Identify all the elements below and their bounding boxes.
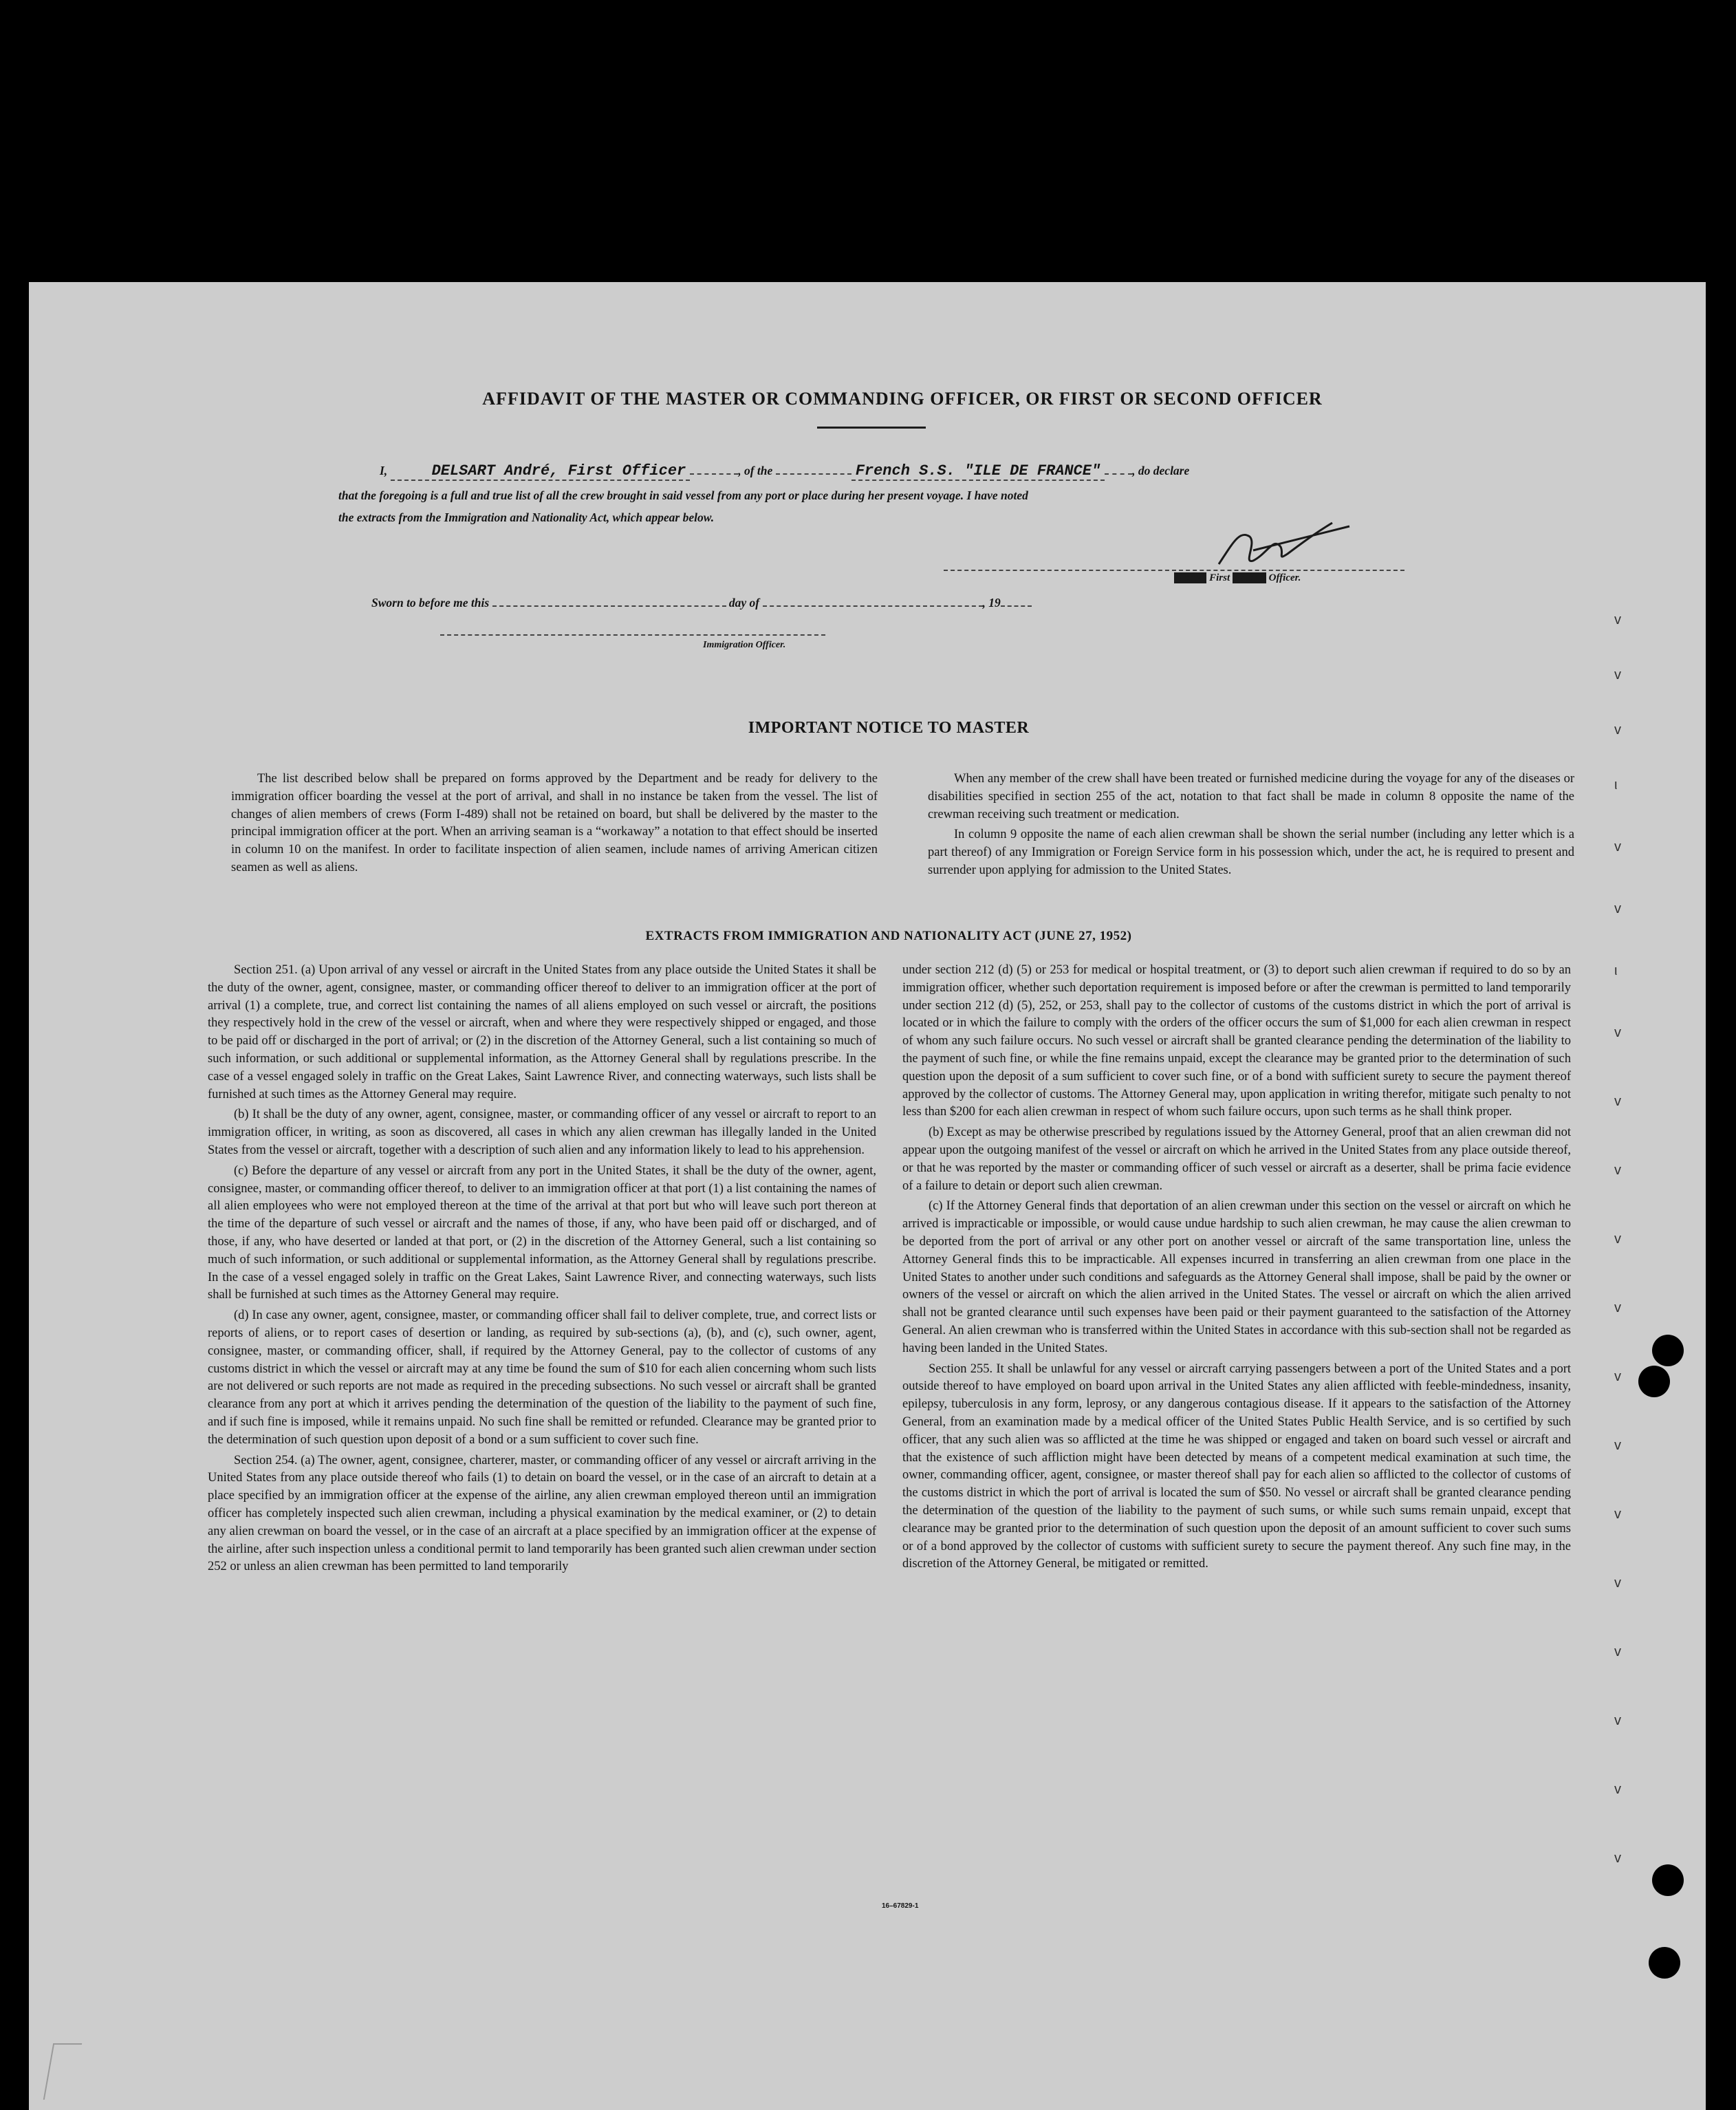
page-corner-fold xyxy=(43,2043,82,2100)
first-label: First xyxy=(1209,572,1230,583)
section-251-a: Section 251. (a) Upon arrival of any vessel or aircraft in the United States from any place outside the United States it shall be the duty of the owner, agent, consignee, master, or commanding officer thereof to deliver to an immigration officer at the port of arrival (1) a complete, true, and correct list containing the names of all aliens employed on such vessel or aircraft, the positions they respectively hold in the crew of the vessel or aircraft, when and where they were respectively shipped or engaged, and those to be paid off or discharged in the port of arrival; or (2) in the discretion of the Attorney General, such a list containing so much of such information, or such additional or supplemental information, as the Attorney General shall by regulations prescribe. In the case of a vessel engaged solely in traffic on the Great Lakes, Saint Lawrence River, and connecting waterways, such lists shall be furnished at such times as the Attorney General may require. xyxy=(208,963,876,1101)
title-divider xyxy=(817,427,926,429)
section-255: Section 255. It shall be unlawful for any vessel or aircraft carrying passengers between a port of the United States and a port outside thereof to have employed on board upon arrival in the United States any alien afflicted with feeble-mindedness, insanity, epilepsy, tuberculosis in any form, leprosy, or any dangerous contagious disease. If it appears to the satisfaction of the Attorney General, from an examination made by a medical officer of the United States Public Health Service, and is so certified by such officer, that any such alien was so afflicted at the time he was shipped or engaged and taken on board such vessel or aircraft and that the existence of such affliction might have been detected by means of a competent medical examination at such time, the owner, commanding officer, agent, consignee, or master thereof shall pay for each alien so afflicted to the collector of customs of the customs district in which the port of arrival is located the sum of $50. No vessel or aircraft shall be granted clearance pending the determination of the question of the liability to the payment of such sums, or while such sums remain unpaid, except that clearance may be granted prior to the determination of such question upon the deposit of an amount sufficient to cover such sums or of a bond approved by the collector of customs with sufficient surety to secure the payment thereof. Any such fine may, in the discretion of the Attorney General, be mitigated or remitted. xyxy=(902,1361,1571,1571)
section-251-d: (d) In case any owner, agent, consignee, master, or commanding officer shall fail to deliver complete, true, and correct lists or reports of aliens, or to report cases of desertion or landing, as required by sub-sections (a), (b), and (c), such owner, agent, consignee, master, or commanding officer, shall, if required by the Attorney General, pay to the collector of customs of any customs district in which the vessel or aircraft may at any time be found the sum of $10 for each alien concerning whom such lists are not delivered or such reports are not made as required in the preceding subsections. No such vessel or aircraft shall be granted clearance from any port at which it arrives pending the determination of the question of the liability to the payment of such fine, and if such fine is imposed, while it remains unpaid. No such fine shall be remitted or refunded. Clearance may be granted prior to the determination of such question upon deposit of a bond or a sum sufficient to cover such fine. xyxy=(208,1309,876,1447)
punch-hole xyxy=(1652,1335,1684,1366)
officer-title-line xyxy=(1174,572,1301,584)
document-page xyxy=(29,282,1706,2110)
extracts-right-column xyxy=(902,962,1571,1576)
declaration-text-a: that the foregoing is a full and true list of all the crew brought in said vessel from any port or place during her present voyage. xyxy=(338,488,964,502)
section-251-b: (b) It shall be the duty of any owner, agent, consignee, master, or commanding officer of any vessel or aircraft to report to an immigration officer, in writing, as soon as discovered, all cases in which any alien crewman has illegally landed in the United States from the vessel or aircraft, together with a description of such alien and any information likely to lead to his apprehension. xyxy=(208,1108,876,1157)
officer-name-field: DELSART André, First Officer xyxy=(391,462,691,481)
declaration-line-1 xyxy=(380,461,1189,480)
notice-paragraph: When any member of the crew shall have been treated or furnished medicine during the voyage for any of the diseases or disabilities specified in section 255 of the act, notation to that fact shall be made in column 8 opposite the name of the crewman receiving such treatment or medication. xyxy=(928,772,1574,821)
immigration-officer-line xyxy=(440,634,825,636)
struck-master: Master xyxy=(1175,572,1206,583)
struck-second: Second xyxy=(1233,572,1265,583)
of-the-label: , of the xyxy=(738,464,773,477)
vessel-name-field: French S.S. "ILE DE FRANCE" xyxy=(851,462,1105,481)
section-254-a-cont: under section 212 (d) (5) or 253 for medical or hospital treatment, or (3) to deport such alien crewman if required to do so by an immigration officer, whether such deportation requirement is imposed before or after the crewman is permitted to land temporarily under section 212 (d) (5), 252, or 253, shall pay to the collector of customs of the customs district in which the port of arrival is located or in which the failure to comply with the orders of the officer occurs the sum of $1,000 for each alien crewman in respect of whom any such failure occurs. No such vessel or aircraft shall be granted clearance pending the determination of the liability to the payment of such fine, or while the fine remains unpaid, except the clearance may be granted prior to the determination of such question upon the deposit of a sum sufficient to cover such fine, or of a bond with sufficient surety to secure the payment thereof approved by the collector of customs. The Attorney General may, upon application in writing therefor, mitigate such penalty to not less than $200 for each alien crewman in respect of whom such failure occurs, upon such terms as he shall think proper. xyxy=(902,963,1571,1119)
notice-paragraph: The list described below shall be prepared on forms approved by the Department and be ready for delivery to the immigration officer boarding the vessel at the port of arrival, and shall in no instance be taken from the vessel. The list of changes of alien members of crews (Form I-489) shall not be retained on board, but shall be delivered by the master to the principal immigration officer at the port. When an arriving seaman is a “workaway” a notation to that effect should be inserted in column 10 on the manifest. In order to facilitate inspection of alien seamen, include names of arriving American citizen seamen as well as aliens. xyxy=(231,772,878,874)
section-254-b: (b) Except as may be otherwise prescribed by regulations issued by the Attorney General, proof that an alien crewman did not appear upon the outgoing manifest of the vessel or aircraft on which he arrived in the United States from any place outside thereof, or that he was reported by the master or commanding officer of such vessel or aircraft as a deserter, shall be prima facie evidence of a failure to detain or deport such alien crewman. xyxy=(902,1126,1571,1193)
extracts-title: EXTRACTS FROM IMMIGRATION AND NATIONALITY ACT (JUNE 27, 1952) xyxy=(645,929,1132,943)
signature-line xyxy=(944,570,1404,571)
handwritten-signature xyxy=(1212,516,1363,578)
i-label: I, xyxy=(380,464,388,477)
affidavit-title: AFFIDAVIT OF THE MASTER OR COMMANDING OFFICER, OR FIRST OR SECOND OFFICER xyxy=(482,389,1323,409)
notice-paragraph: In column 9 opposite the name of each alien crewman shall be shown the serial number (including any letter which is a part thereof) of any Immigration or Foreign Service form in his possession which, under the act, he is required to present and surrender upon applying for admission to the United States. xyxy=(928,828,1574,877)
year-label: , 19 xyxy=(982,596,1001,610)
sworn-line xyxy=(371,593,1032,610)
extracts-left-column xyxy=(208,962,876,1579)
day-of-label: day of xyxy=(728,596,760,610)
notice-title: IMPORTANT NOTICE TO MASTER xyxy=(748,719,1030,737)
notice-left-column xyxy=(231,771,878,880)
do-declare-label: , do declare xyxy=(1132,464,1190,477)
margin-check-marks: v v v ι v v ι v v v v v v v v v v v v v xyxy=(1614,612,1621,1866)
punch-hole xyxy=(1638,1366,1670,1397)
punch-hole xyxy=(1652,1864,1684,1896)
section-251-c: (c) Before the departure of any vessel or aircraft from any port in the United States, it shall be the duty of the owner, agent, consignee, master, or commanding officer thereof, to deliver to an immigration officer at that port (1) a list containing the names of all alien employees who were not employed thereon at the time of the arrival at that port but who will leave such port thereon at the time of the departure of such vessel or aircraft and the names of those, if any, who have been paid off or discharged, and of those, if any, who have deserted or landed at that port, or (2) in the discretion of the Attorney General, such a list containing so much of such information, or such additional or supplemental information, as the Attorney General shall by regulations prescribe. In the case of a vessel engaged solely in traffic on the Great Lakes, Saint Lawrence River, and connecting waterways, such lists shall be furnished at such times as the Attorney General may require. xyxy=(208,1163,876,1302)
notice-right-column xyxy=(928,771,1574,883)
punch-hole xyxy=(1649,1947,1680,1979)
declaration-line-2 xyxy=(338,488,1028,503)
declaration-text-b: I have noted xyxy=(966,488,1028,502)
sworn-label: Sworn to before me this xyxy=(371,596,490,610)
officer-suffix: Officer. xyxy=(1268,572,1301,583)
section-254-c: (c) If the Attorney General finds that deportation of an alien crewman under this section on the vessel or aircraft on which he arrived is impracticable or impossible, or would cause undue hardship to such alien crewman, he may cause the alien crewman to be deported from the port of arrival or any other port on another vessel or aircraft of the same transportation line, unless the Attorney General finds this to be impracticable. All expenses incurred in transferring an alien crewman from one place in the United States to another under such conditions and safeguards as the Attorney General shall impose, shall be paid by the owner or owners of the vessel or aircraft on which the alien arrived in the United States. The vessel or aircraft on which the alien arrived shall not be granted clearance until such expenses have been paid or their payment guaranteed to the satisfaction of the Attorney General. An alien crewman who is transferred within the United States in accordance with this sub-section shall not be regarded as having been landed in the United States. xyxy=(902,1199,1571,1355)
immigration-officer-label: Immigration Officer. xyxy=(703,640,786,650)
declaration-line-3: the extracts from the Immigration and Nationality Act, which appear below. xyxy=(338,510,715,524)
form-number: 16–67829-1 xyxy=(882,1902,919,1910)
section-254-a: Section 254. (a) The owner, agent, consignee, charterer, master, or commanding officer of any vessel or aircraft arriving in the United States from any place outside thereof who fails (1) to detain on board the vessel, or in the case of an aircraft to detain at a place specified by an immigration officer at the expense of the airline, any alien crewman employed thereon until an immigration officer has completely inspected such alien crewman, including a physical examination by the medical examiner, or (2) to detain any alien crewman on board the vessel, or in the case of an aircraft at a place specified by an immigration officer at the expense of the airline, after such inspection unless a conditional permit to land temporarily has been granted such alien crewman under section 252 or unless an alien crewman has been permitted to land temporarily xyxy=(208,1453,876,1574)
